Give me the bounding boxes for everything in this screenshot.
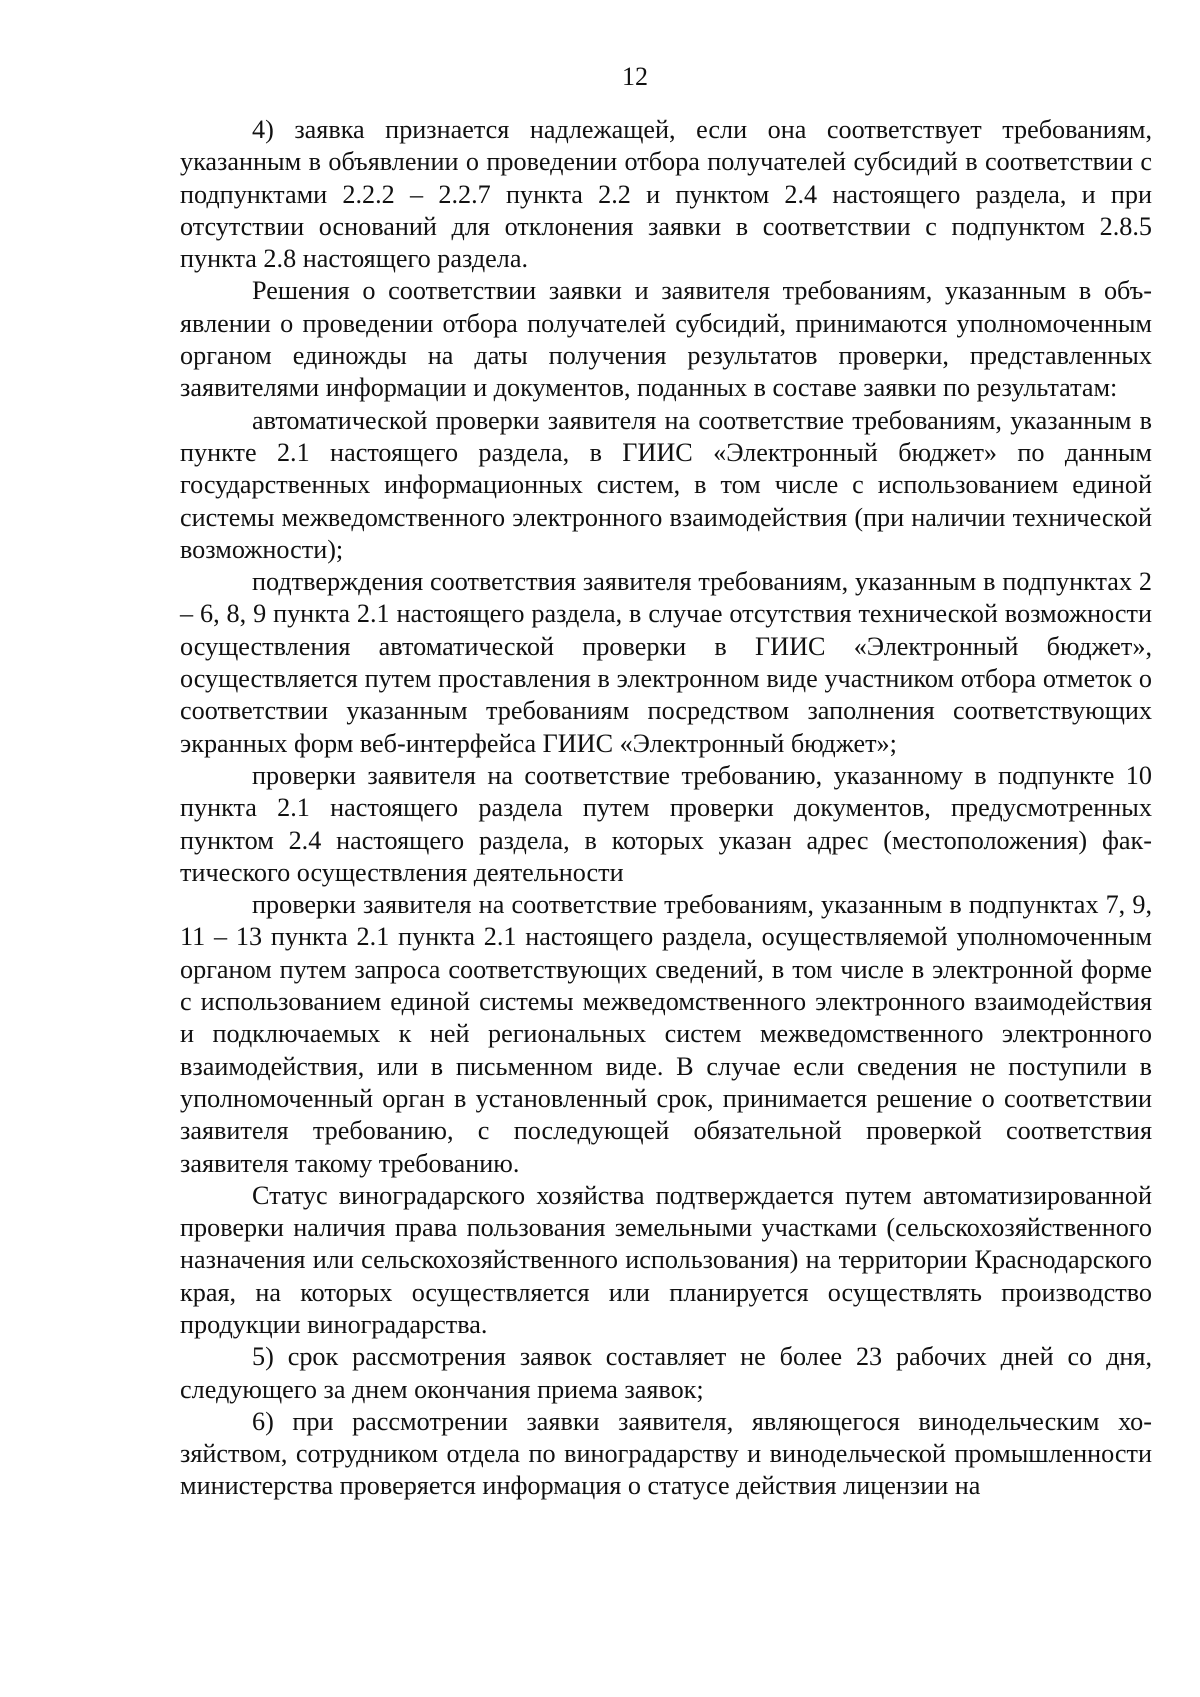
paragraph-check-requirement-10: проверки заявителя на соответствие требованию, указанному в подпункте 10 пункта 2.1 настоящего раздела путем проверки документов, предусмотренных пунктом 2.4 настоящего раздела, в которых указан адрес (местоположения) фактического осуществления деятельности bbox=[180, 760, 1152, 887]
paragraph-check-requirements-7-13: проверки заявителя на соответствие требованиям, указанным в подпунктах 7, 9, 11 – 13 пункта 2.1 пункта 2.1 настоящего раздела, осуществляемой уполномоченным органом путем запроса соответствующих сведений, в том числе в электронной форме с использованием единой системы межведомственного электронного взаимодействия и подключаемых к ней региональных систем межведомственного электронного взаимодействия, или в письменном виде. В случае если сведения не поступили в уполномоченный орган в установленный срок, принимается решение о соответствии заявителя требованию, с последующей обязательной проверкой соответствия заявителя такому требованию. bbox=[180, 890, 1152, 1178]
paragraph-confirmation: подтверждения соответствия заявителя требованиям, указанным в подпунктах 2 – 6, 8, 9 пункта 2.1 настоящего раздела, в случае отсутствия технической возможности осуществления автоматической проверки в ГИИС «Электронный бюджет», осуществляется путем проставления в электронном виде участником отбора отметок о соответствии указанным требованиям посредством заполнения соответствующих экранных форм веб-интерфейса ГИИС «Электронный бюджет»; bbox=[180, 567, 1152, 758]
paragraph-item-5: 5) срок рассмотрения заявок составляет не более 23 рабочих дней со дня, следующего за днем окончания приема заявок; bbox=[180, 1342, 1152, 1404]
paragraph-automatic-check: автоматической проверки заявителя на соответствие требованиям, указанным в пункте 2.1 настоящего раздела, в ГИИС «Электронный бюджет» по данным государственных информационных систем, в том числе с использованием единой системы межведомственного электронного взаимодействия (при наличии технической возможности); bbox=[180, 405, 1152, 564]
page-number: 12 bbox=[622, 62, 648, 91]
paragraph-vineyard-status: Статус виноградарского хозяйства подтверждается путем автоматизированной проверки наличия права пользования земельными участками (сельскохозяйственного назначения или сельскохозяйственного использования) на территории Краснодарского края, на которых осуществляется или планируется осуществлять производство продукции виноградарства. bbox=[180, 1180, 1152, 1339]
paragraph-decisions: Решения о соответствии заявки и заявителя требованиям, указанным в объявлении о проведении отбора получателей субсидий, принимаются уполномоченным органом единожды на даты получения результатов проверки, представленных заявителями информации и документов, поданных в составе заявки по результатам: bbox=[180, 276, 1152, 403]
paragraph-item-4: 4) заявка признается надлежащей, если она соответствует требованиям, указанным в объявлении о проведении отбора получателей субсидий в соответствии с подпунктами 2.2.2 – 2.2.7 пункта 2.2 и пунктом 2.4 настоящего раздела, и при отсутствии оснований для отклонения заявки в соответствии с подпунктом 2.8.5 пункта 2.8 настоящего раздела. bbox=[180, 115, 1152, 274]
document-body bbox=[180, 114, 1152, 1503]
paragraph-item-6: 6) при рассмотрении заявки заявителя, являющегося винодельческим хозяйством, сотрудником отдела по виноградарству и винодельческой промышленности министерства проверяется информация о статусе действия лицензии на bbox=[180, 1406, 1152, 1501]
